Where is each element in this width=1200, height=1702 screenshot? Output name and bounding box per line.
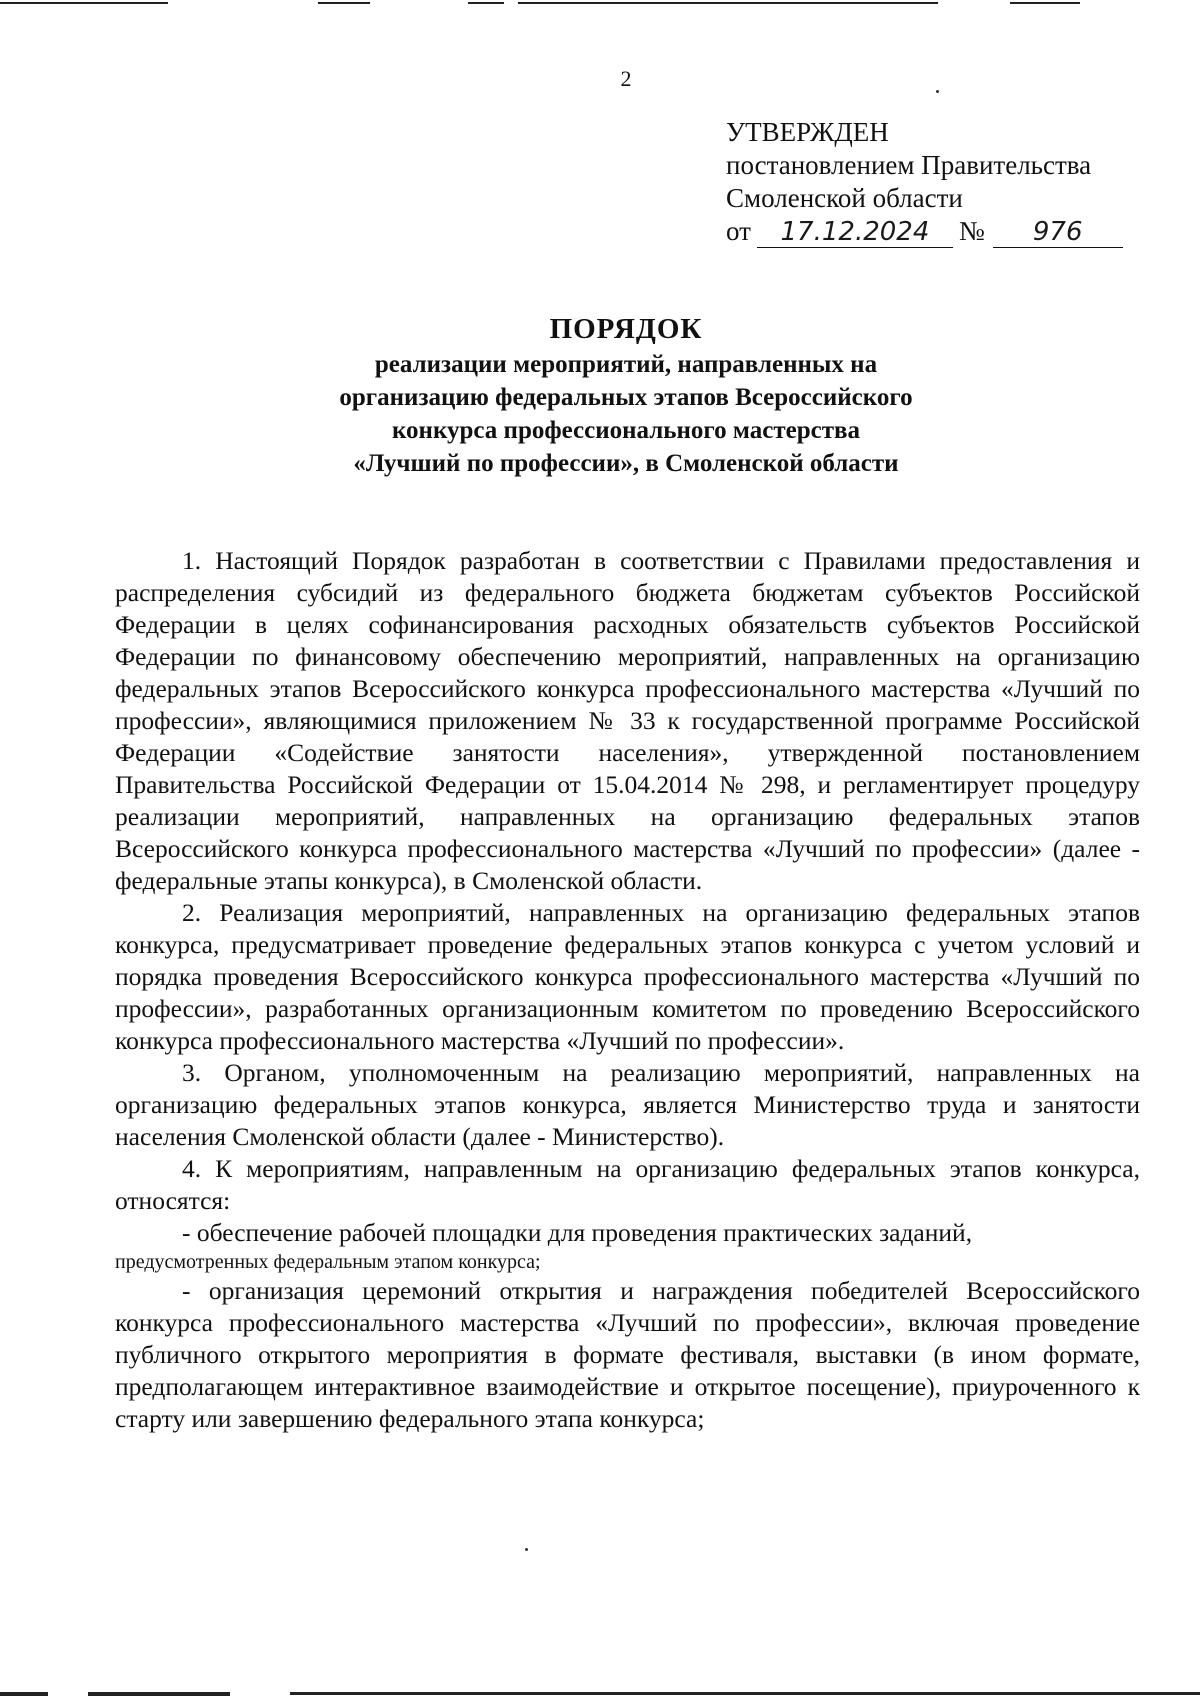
scan-artifact-top-4 — [518, 2, 938, 4]
subtitle-line: реализации мероприятий, направленных на — [374, 351, 878, 378]
scan-dot — [525, 1548, 528, 1551]
approval-status: УТВЕРЖДЕН — [726, 117, 889, 147]
list-item-workspace-continuation: предусмотренных федеральным этапом конкурса; — [115, 1251, 541, 1273]
document-body — [115, 545, 1140, 1435]
scan-artifact-top-5 — [1010, 2, 1080, 4]
paragraph-1: 1. Настоящий Порядок разработан в соответствии с Правилами предоставления и распределения субсидий из федерального бюджета бюджетам субъектов Российской Федерации в целях софинансирования расходных обязательств субъектов Российской Федерации по финансовому обеспечению мероприятий, направленных на организацию федеральных этапов Всероссийского конкурса профессионального мастерства «Лучший по профессии», являющимися приложением № 33 к государственной программе Российской Федерации «Содействие занятости населения», утвержденной постановлением Правительства Российской Федерации от 15.04.2014 № 298, и регламентирует процедуру реализации мероприятий, направленных на организацию федеральных этапов Всероссийского конкурса профессионального мастерства «Лучший по профессии» (далее - федеральные этапы конкурса), в Смоленской области. — [115, 546, 1140, 895]
paragraph-3: 3. Органом, уполномоченным на реализацию мероприятий, направленных на организацию федеральных этапов конкурса, является Министерство труда и занятости населения Смоленской области (далее - Министерство). — [115, 1058, 1140, 1151]
approval-date-line — [726, 215, 1123, 248]
approval-block — [726, 116, 1123, 248]
handwritten-date: 17.12.2024 — [757, 217, 953, 248]
subtitle-line: «Лучший по профессии», в Смоленской области — [353, 450, 899, 477]
scan-artifact-top-1 — [0, 2, 168, 4]
paragraph-4: 4. К мероприятиям, направленным на организацию федеральных этапов конкурса, относятся: — [115, 1154, 1140, 1215]
paragraph-2: 2. Реализация мероприятий, направленных на организацию федеральных этапов конкурса, предусматривает проведение федеральных этапов конкурса с учетом условий и порядка проведения Всероссийского конкурса профессионального мастерства «Лучший по профессии», разработанных организационным комитетом по проведению Всероссийского конкурса профессионального мастерства «Лучший по профессии». — [115, 898, 1140, 1055]
date-prefix: от — [726, 216, 751, 246]
scan-artifact-bottom-3 — [290, 1692, 1200, 1695]
scan-artifact-bottom-2 — [88, 1692, 230, 1696]
number-sign: № — [958, 216, 985, 246]
approval-line-1: постановлением Правительства — [726, 150, 1092, 180]
handwritten-number: 976 — [993, 217, 1123, 248]
scan-artifact-bottom-1 — [0, 1692, 48, 1696]
document-title: ПОРЯДОК — [549, 313, 703, 345]
subtitle-line: организацию федеральных этапов Всероссийского — [339, 384, 913, 411]
subtitle-line: конкурса профессионального мастерства — [391, 417, 861, 444]
list-item-workspace: - обеспечение рабочей площадки для проведения практических заданий, — [182, 1218, 973, 1247]
document-title-block — [0, 310, 1200, 480]
list-item-ceremonies: - организация церемоний открытия и награждения победителей Всероссийского конкурса профессионального мастерства «Лучший по профессии», включая проведение публичного открытого мероприятия в формате фестиваля, выставки (в ином формате, предполагающем интерактивное взаимодействие и открытое посещение), приуроченного к старту или завершению федерального этапа конкурса; — [115, 1276, 1140, 1433]
scan-artifact-top-3 — [468, 2, 504, 4]
page-number: 2 — [620, 66, 632, 91]
approval-line-2: Смоленской области — [726, 183, 963, 213]
scan-artifact-top-2 — [318, 2, 370, 4]
